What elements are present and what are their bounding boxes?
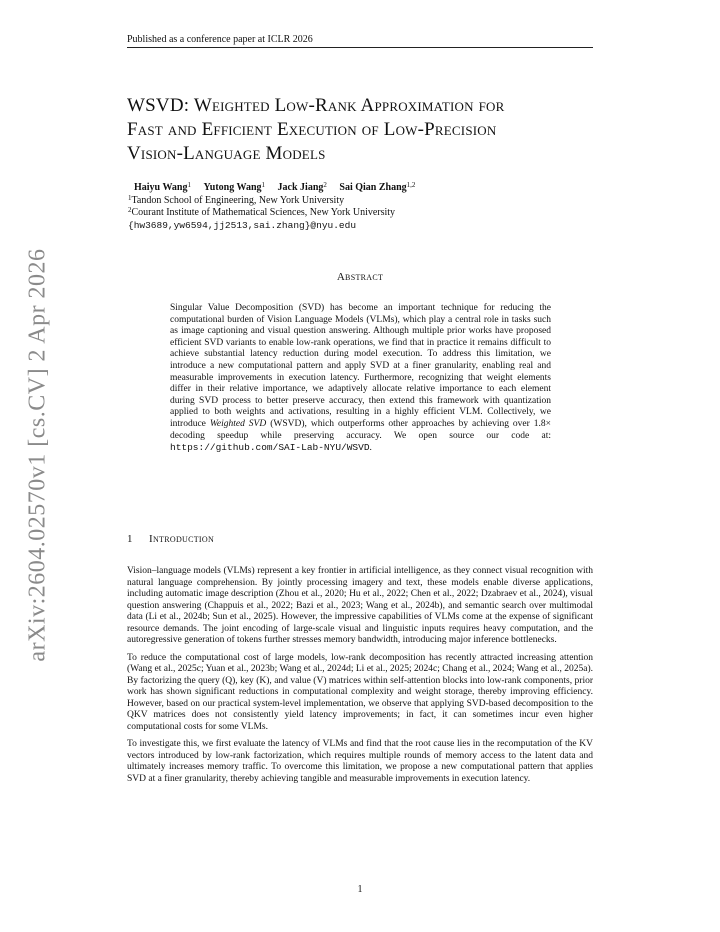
section-title: Introduction — [149, 533, 215, 545]
author-emails: {hw3689,yw6594,jj2513,sai.zhang}@nyu.edu — [128, 219, 357, 231]
paper-title — [127, 94, 607, 166]
arxiv-stamp: arXiv:2604.02570v1 [cs.CV] 2 Apr 2026 — [24, 248, 51, 662]
code-link[interactable]: https://github.com/SAI-Lab-NYU/WSVD — [170, 442, 370, 454]
abstract-text — [170, 303, 551, 455]
author-1: Haiyu Wang — [134, 182, 188, 193]
abstract-heading: Abstract — [336, 271, 384, 283]
title-line-1: WSVD: Weighted Low-Rank Approximation for — [127, 95, 505, 116]
affiliation-2-mark: 2 — [128, 206, 132, 214]
author-2-affil: 1 — [261, 181, 266, 189]
author-block — [128, 181, 416, 232]
affiliation-1-mark: 1 — [128, 193, 132, 202]
author-2: Yutong Wang — [203, 182, 262, 193]
author-3-affil: 2 — [323, 181, 327, 189]
author-1-affil: 1 — [187, 181, 191, 189]
page-number: 1 — [357, 884, 363, 895]
affiliation-2 — [128, 207, 415, 220]
affiliation-1-text: Tandon School of Engineering, New York University — [131, 194, 345, 206]
section-heading — [127, 533, 214, 545]
section-number: 1 — [127, 533, 133, 545]
affiliation-1 — [128, 195, 415, 208]
title-line-3: Vision-Language Models — [127, 143, 326, 164]
title-line-2: Fast and Efficient Execution of Low-Precision — [127, 119, 497, 140]
abstract-part-b: (WSVD), which outperforms other approaches by achieving over 1.8× decoding speedup while preserving accuracy. We open source our code at: — [170, 418, 551, 441]
abstract-emphasis: Weighted SVD — [209, 418, 267, 429]
running-header: Published as a conference paper at ICLR 2026 — [127, 34, 593, 48]
author-3: Jack Jiang — [277, 182, 324, 193]
paragraph-1: Vision–language models (VLMs) represent a key frontier in artificial intelligence, as they connect visual recognition with natural language comprehension. By jointly processing imagery and text, these models enable diverse applications, including automatic image description (Zhou et al., 2020; Hu et al., 2022; Chen et al., 2022; Dzabraev et al., 2024), visual question answering (Chappuis et al., 2022; Bazi et al., 2023; Wang et al., 2024b), and semantic search over multimodal data (Li et al., 2024b; Sun et al., 2025). However, the impressive capabilities of VLMs come at the expense of significant resource demands. The joint encoding of large-scale visual and linguistic inputs requires heavy computation, and the autoregressive generation of tokens further stresses memory bandwidth, introducing major inference bottlenecks. — [127, 566, 593, 645]
intro-body — [127, 566, 593, 791]
paragraph-2: To reduce the computational cost of large models, low-rank decomposition has recently attracted increasing attention (Wang et al., 2025c; Yuan et al., 2023b; Wang et al., 2024d; Li et al., 2025; 2024c; Chang et al., 2024; Wang et al., 2025a). By factorizing the query (Q), key (K), and value (V) matrices within self-attention blocks into low-rank components, prior work has shown significant reductions in computational complexity and weight storage, thereby improving efficiency. However, based on our practical system-level implementation, we observe that applying SVD-based decomposition to the QKV matrices does not consistently yield latency improvements; in fact, it can sometimes incur even higher computational costs for some VLMs. — [127, 652, 593, 732]
affiliation-2-text: Courant Institute of Mathematical Sciences, New York University — [131, 207, 396, 218]
abstract-end: . — [369, 443, 372, 454]
author-names — [134, 182, 415, 195]
paragraph-3: To investigate this, we first evaluate the latency of VLMs and find that the root cause lies in the recomputation of the KV vectors introduced by low-rank factorization, which requires multiple rounds of memory access to the latent data and ultimately increases memory traffic. To overcome this limitation, we propose a new computational pattern that applies SVD at a finer granularity, thereby achieving tangible and measurable improvements in execution latency. — [127, 739, 593, 784]
author-4-affil: 1,2 — [406, 181, 416, 189]
author-4: Sai Qian Zhang — [339, 182, 407, 193]
abstract-part-a: Singular Value Decomposition (SVD) has become an important technique for reducing the computational burden of Vision Language Models (VLMs), which play a central role in tasks such as image captioning and visual question answering. Although multiple prior works have proposed efficient SVD variants to enable low-rank operations, we find that in practice it remains difficult to achieve substantial latency reduction during model execution. To address this limitation, we introduce a new computational pattern and apply SVD at a finer granularity, enabling real and measurable improvements in execution latency. Furthermore, recognizing that weight elements differ in their relative importance, we adaptively allocate relative importance to each element during SVD process to better preserve accuracy, then extend this framework with quantization applied to both weights and activations, resulting in a highly efficient VLM. Collectively, we introduce — [170, 303, 551, 429]
